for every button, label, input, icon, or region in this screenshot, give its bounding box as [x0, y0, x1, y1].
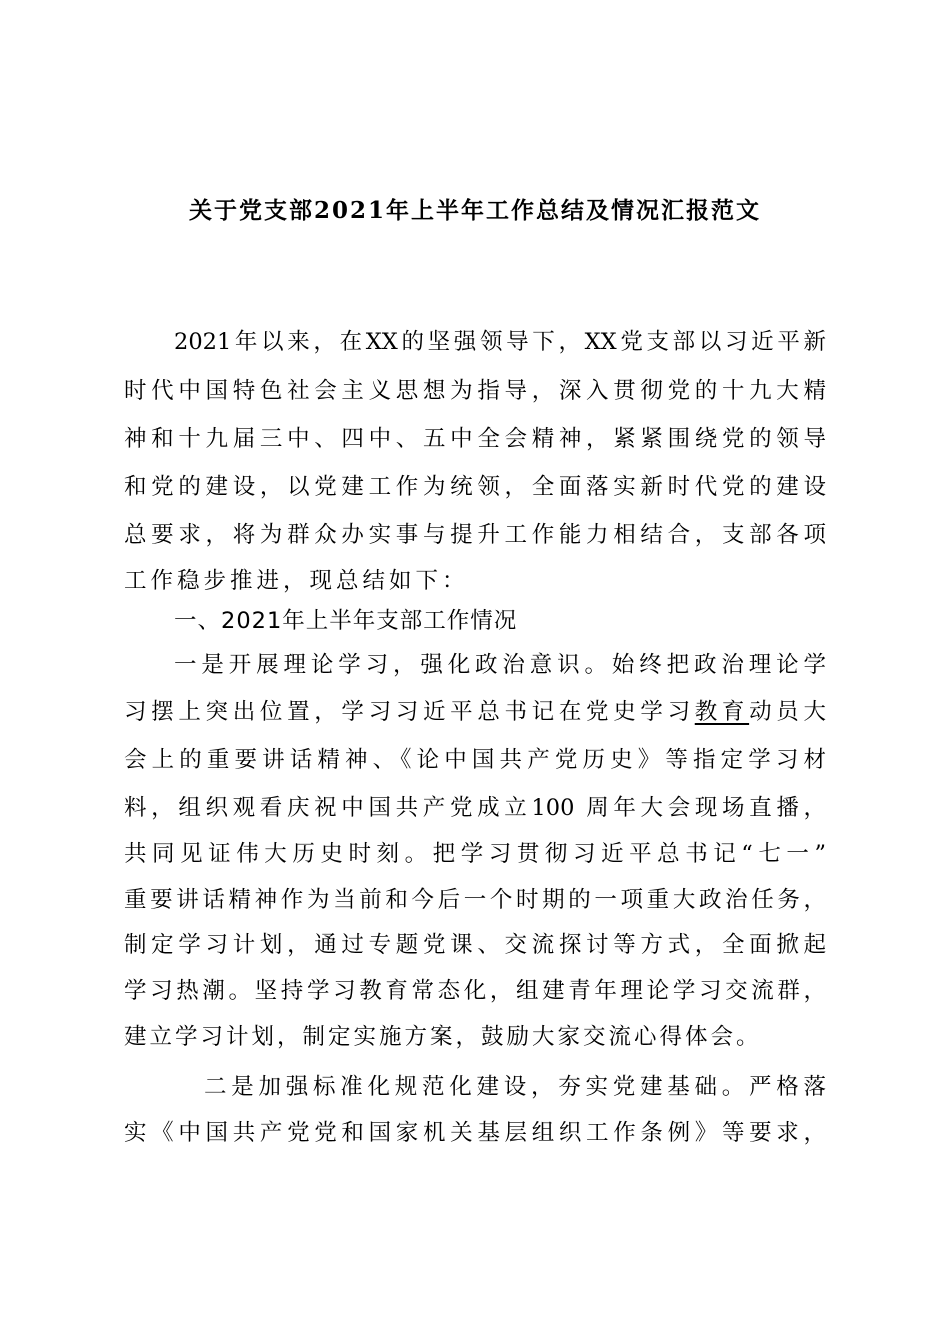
- para1-line-9: 建立学习计划，制定实施方案，鼓励大家交流心得体会。: [124, 1024, 762, 1050]
- para1-line-1: 一是开展理论学习，强化政治意识。始终把政治理论学: [174, 652, 826, 678]
- intro-line-3: 神和十九届三中、四中、五中全会精神，紧紧围绕党的领导: [124, 426, 826, 452]
- section-heading: 一、2021年上半年支部工作情况: [174, 608, 518, 634]
- para1-line-5: 共同见证伟大历史时刻。把学习贯彻习近平总书记“七一”: [124, 841, 826, 867]
- para1-line-4: 料，组织观看庆祝中国共产党成立100 周年大会现场直播，: [124, 795, 826, 821]
- intro-line-5: 总要求，将为群众办实事与提升工作能力相结合，支部各项: [124, 522, 826, 548]
- intro-line-1: 2021年以来，在XX的坚强领导下，XX党支部以习近平新: [174, 329, 826, 355]
- intro-line-6: 工作稳步推进，现总结如下：: [124, 568, 469, 594]
- para1-line-2-tail: 动员大: [749, 699, 826, 725]
- para1-line-3: 会上的重要讲话精神、《论中国共产党历史》等指定学习材: [124, 747, 826, 773]
- education-link-text: 教育: [694, 699, 750, 725]
- intro-line-4: 和党的建设，以党建工作为统领，全面落实新时代党的建设: [124, 474, 826, 500]
- para1-line-6: 重要讲话精神作为当前和今后一个时期的一项重大政治任务，: [124, 887, 826, 913]
- para1-line-8: 学习热潮。坚持学习教育常态化，组建青年理论学习交流群，: [124, 978, 826, 1004]
- intro-line-2: 时代中国特色社会主义思想为指导，深入贯彻党的十九大精: [124, 378, 826, 404]
- para2-line-2: 实《中国共产党党和国家机关基层组织工作条例》等要求，: [124, 1120, 826, 1146]
- para1-line-2-text: 习摆上突出位置，学习习近平总书记在党史学习: [124, 699, 695, 725]
- para1-line-7: 制定学习计划，通过专题党课、交流探讨等方式，全面掀起: [124, 932, 826, 958]
- para2-line-1: 二是加强标准化规范化建设，夯实党建基础。严格落: [204, 1074, 826, 1100]
- document-title: 关于党支部2021年上半年工作总结及情况汇报范文: [188, 197, 761, 224]
- para1-line-2: [124, 697, 826, 727]
